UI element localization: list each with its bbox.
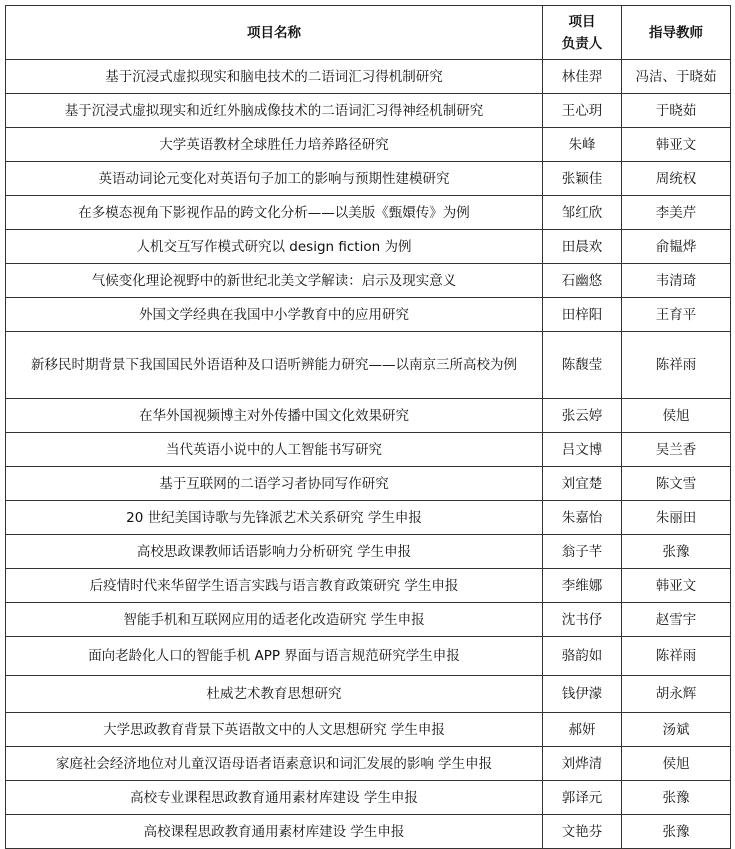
header-row [6, 6, 731, 60]
leader-cell: 田梓阳 [543, 298, 622, 332]
leader-cell: 张颖佳 [543, 162, 622, 196]
leader-cell: 郭译元 [543, 781, 622, 815]
header-advisor: 指导教师 [622, 6, 731, 60]
project-cell: 当代英语小说中的人工智能书写研究 [6, 433, 543, 467]
project-cell: 外国文学经典在我国中小学教育中的应用研究 [6, 298, 543, 332]
project-cell: 高校专业课程思政教育通用素材库建设 学生申报 [6, 781, 543, 815]
leader-cell: 郝妍 [543, 713, 622, 747]
leader-cell: 刘烨清 [543, 747, 622, 781]
leader-cell: 李维娜 [543, 569, 622, 603]
table-row [6, 94, 731, 128]
leader-cell: 石幽悠 [543, 264, 622, 298]
advisor-cell: 张豫 [622, 781, 731, 815]
advisor-cell: 张豫 [622, 535, 731, 569]
leader-cell: 沈书伃 [543, 603, 622, 637]
header-leader-line2: 负责人 [561, 35, 603, 52]
project-cell: 人机交互写作模式研究以 design fiction 为例 [6, 230, 543, 264]
table-row [6, 815, 731, 849]
table-row [6, 162, 731, 196]
project-cell: 大学思政教育背景下英语散文中的人文思想研究 学生申报 [6, 713, 543, 747]
advisor-cell: 韩亚文 [622, 569, 731, 603]
advisor-cell: 王育平 [622, 298, 731, 332]
leader-cell: 王心玥 [543, 94, 622, 128]
table-row [6, 128, 731, 162]
table-row [6, 569, 731, 603]
table-row [6, 713, 731, 747]
project-cell: 面向老龄化人口的智能手机 APP 界面与语言规范研究学生申报 [6, 637, 543, 676]
table-row [6, 196, 731, 230]
project-cell: 20 世纪美国诗歌与先锋派艺术关系研究 学生申报 [6, 501, 543, 535]
advisor-cell: 俞韫烨 [622, 230, 731, 264]
table-row [6, 501, 731, 535]
project-cell: 基于沉浸式虚拟现实和脑电技术的二语词汇习得机制研究 [6, 60, 543, 94]
advisor-cell: 朱丽田 [622, 501, 731, 535]
advisor-cell: 赵雪宇 [622, 603, 731, 637]
leader-cell: 张云婷 [543, 399, 622, 433]
advisor-cell: 韦清琦 [622, 264, 731, 298]
advisor-cell: 吴兰香 [622, 433, 731, 467]
project-cell: 气候变化理论视野中的新世纪北美文学解读：启示及现实意义 [6, 264, 543, 298]
advisor-cell: 侯旭 [622, 747, 731, 781]
advisor-cell: 陈祥雨 [622, 332, 731, 399]
header-project-name: 项目名称 [6, 6, 543, 60]
table-row [6, 637, 731, 676]
project-cell: 在多模态视角下影视作品的跨文化分析——以美版《甄嬛传》为例 [6, 196, 543, 230]
leader-cell: 朱嘉怡 [543, 501, 622, 535]
table-row [6, 603, 731, 637]
table-row [6, 60, 731, 94]
advisor-cell: 于晓茹 [622, 94, 731, 128]
table-row [6, 264, 731, 298]
project-cell: 基于互联网的二语学习者协同写作研究 [6, 467, 543, 501]
table-row [6, 230, 731, 264]
header-leader [543, 6, 622, 60]
advisor-cell: 陈祥雨 [622, 637, 731, 676]
table-row [6, 467, 731, 501]
project-cell: 新移民时期背景下我国国民外语语种及口语听辨能力研究——以南京三所高校为例 [6, 332, 543, 399]
advisor-cell: 李美芹 [622, 196, 731, 230]
leader-cell: 骆韵如 [543, 637, 622, 676]
advisor-cell: 陈文雪 [622, 467, 731, 501]
advisor-cell: 侯旭 [622, 399, 731, 433]
table-row [6, 399, 731, 433]
project-cell: 在华外国视频博主对外传播中国文化效果研究 [6, 399, 543, 433]
advisor-cell: 周统权 [622, 162, 731, 196]
leader-cell: 文艳芬 [543, 815, 622, 849]
project-cell: 家庭社会经济地位对儿童汉语母语者语素意识和词汇发展的影响 学生申报 [6, 747, 543, 781]
project-cell: 高校思政课教师话语影响力分析研究 学生申报 [6, 535, 543, 569]
advisor-cell: 胡永辉 [622, 676, 731, 713]
leader-cell: 朱峰 [543, 128, 622, 162]
table-row [6, 676, 731, 713]
leader-cell: 钱伊濛 [543, 676, 622, 713]
leader-cell: 翁子芊 [543, 535, 622, 569]
project-cell: 基于沉浸式虚拟现实和近红外脑成像技术的二语词汇习得神经机制研究 [6, 94, 543, 128]
table-row [6, 298, 731, 332]
table-row [6, 332, 731, 399]
advisor-cell: 韩亚文 [622, 128, 731, 162]
project-table [5, 5, 731, 849]
table-row [6, 535, 731, 569]
table-row [6, 781, 731, 815]
advisor-cell: 冯洁、于晓茹 [622, 60, 731, 94]
table-row [6, 433, 731, 467]
table-row [6, 747, 731, 781]
project-cell: 高校课程思政教育通用素材库建设 学生申报 [6, 815, 543, 849]
header-leader-line1: 项目 [568, 13, 596, 30]
leader-cell: 陈馥莹 [543, 332, 622, 399]
advisor-cell: 张豫 [622, 815, 731, 849]
advisor-cell: 汤斌 [622, 713, 731, 747]
project-cell: 英语动词论元变化对英语句子加工的影响与预期性建模研究 [6, 162, 543, 196]
leader-cell: 林佳羿 [543, 60, 622, 94]
project-cell: 智能手机和互联网应用的适老化改造研究 学生申报 [6, 603, 543, 637]
project-cell: 后疫情时代来华留学生语言实践与语言教育政策研究 学生申报 [6, 569, 543, 603]
project-cell: 杜威艺术教育思想研究 [6, 676, 543, 713]
leader-cell: 刘宜楚 [543, 467, 622, 501]
leader-cell: 邹红欣 [543, 196, 622, 230]
project-cell: 大学英语教材全球胜任力培养路径研究 [6, 128, 543, 162]
leader-cell: 田晨欢 [543, 230, 622, 264]
leader-cell: 吕文博 [543, 433, 622, 467]
